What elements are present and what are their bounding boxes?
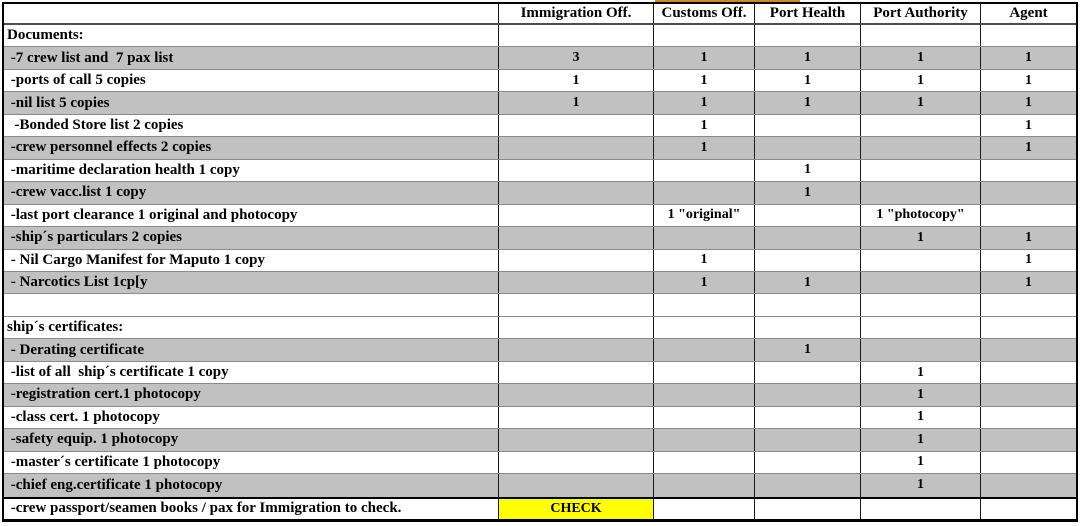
count-cell <box>499 115 654 136</box>
count-cell <box>755 499 861 519</box>
count-cell <box>654 384 755 405</box>
count-cell <box>861 250 981 271</box>
count-cell <box>654 499 755 519</box>
table-row <box>4 317 1076 339</box>
count-cell: 1 <box>654 70 755 91</box>
doc-label-cell: - Nil Cargo Manifest for Maputo 1 copy <box>4 250 499 271</box>
count-cell: 1 <box>1025 229 1032 245</box>
doc-label-cell: - Narcotics List 1cp[y <box>4 272 499 293</box>
header-port-authority: Port Authority <box>861 4 981 23</box>
count-cell <box>981 384 1076 405</box>
count-cell: 1 <box>1025 95 1032 111</box>
table-row <box>4 272 1076 294</box>
count-cell <box>755 317 861 338</box>
count-cell: 1 <box>755 70 861 91</box>
count-cell: 1 <box>861 362 981 383</box>
count-cell <box>654 317 755 338</box>
table-row <box>4 429 1076 451</box>
count-cell <box>981 160 1076 181</box>
count-cell <box>981 25 1076 46</box>
table-row <box>4 182 1076 204</box>
count-cell: 1 <box>1025 50 1032 66</box>
count-cell: 1 <box>654 137 755 158</box>
count-cell: 1 <box>499 92 654 113</box>
count-cell <box>861 272 981 293</box>
count-cell <box>499 227 654 248</box>
table-row <box>4 137 1076 159</box>
doc-label-cell: -nil list 5 copies <box>4 92 499 113</box>
doc-label-cell <box>4 294 499 315</box>
count-cell: 1 <box>1025 274 1032 290</box>
count-cell: 1 "photocopy" <box>861 205 981 226</box>
count-cell <box>654 339 755 360</box>
count-cell <box>861 115 981 136</box>
count-cell <box>981 205 1076 226</box>
count-cell <box>755 137 861 158</box>
doc-label-cell: -crew personnel effects 2 copies <box>4 137 499 158</box>
doc-label-cell: -safety equip. 1 photocopy <box>4 429 499 450</box>
count-cell <box>499 25 654 46</box>
count-cell: 1 <box>755 182 861 203</box>
count-cell <box>755 250 861 271</box>
doc-label-cell: -last port clearance 1 original and photocopy <box>4 205 499 226</box>
count-cell <box>981 317 1076 338</box>
doc-label-cell: -crew vacc.list 1 copy <box>4 182 499 203</box>
count-cell: 1 <box>755 272 861 293</box>
count-cell <box>499 317 654 338</box>
count-cell: 1 <box>861 429 981 450</box>
count-cell <box>499 362 654 383</box>
count-cell <box>861 182 981 203</box>
table-row <box>4 474 1076 496</box>
count-cell: 1 <box>861 227 981 248</box>
doc-label-cell: ship´s certificates: <box>4 317 499 338</box>
count-cell <box>654 182 755 203</box>
count-cell: 1 "original" <box>654 205 755 226</box>
count-cell: 1 <box>861 70 981 91</box>
table-row <box>4 25 1076 47</box>
count-cell: 1 <box>654 47 755 68</box>
count-cell: 1 <box>861 452 981 473</box>
count-cell <box>755 429 861 450</box>
count-cell <box>499 384 654 405</box>
count-cell <box>755 25 861 46</box>
count-cell <box>654 294 755 315</box>
count-cell <box>499 452 654 473</box>
count-cell: 1 <box>861 407 981 428</box>
count-cell <box>755 384 861 405</box>
count-cell <box>499 339 654 360</box>
table-row <box>4 384 1076 406</box>
table-row <box>4 294 1076 316</box>
header-port-health: Port Health <box>755 4 861 23</box>
doc-label-cell: -ship´s particulars 2 copies <box>4 227 499 248</box>
count-cell: 1 <box>654 250 755 271</box>
doc-label-cell: -master´s certificate 1 photocopy <box>4 452 499 473</box>
doc-label-cell: -ports of call 5 copies <box>4 70 499 91</box>
table-row <box>4 70 1076 92</box>
count-cell <box>654 452 755 473</box>
count-cell <box>755 227 861 248</box>
count-cell <box>981 429 1076 450</box>
doc-label-cell: -list of all ship´s certificate 1 copy <box>4 362 499 383</box>
doc-label-cell: -7 crew list and 7 pax list <box>4 47 499 68</box>
doc-label-cell: Documents: <box>4 25 499 46</box>
count-cell: 1 <box>755 92 861 113</box>
count-cell <box>861 160 981 181</box>
count-cell <box>981 294 1076 315</box>
count-cell: 1 <box>861 47 981 68</box>
doc-label-cell: - Derating certificate <box>4 339 499 360</box>
check-cell: CHECK <box>499 499 654 519</box>
count-cell: 1 <box>755 47 861 68</box>
count-cell <box>755 474 861 496</box>
table-row <box>4 250 1076 272</box>
doc-label-cell: -maritime declaration health 1 copy <box>4 160 499 181</box>
count-cell: 1 <box>1025 72 1032 88</box>
header-row <box>4 4 1076 25</box>
doc-label-cell: -chief eng.certificate 1 photocopy <box>4 474 499 496</box>
count-cell: 3 <box>499 47 654 68</box>
table-row <box>4 407 1076 429</box>
table-row <box>4 205 1076 227</box>
doc-label-cell: -Bonded Store list 2 copies <box>4 115 499 136</box>
count-cell <box>755 115 861 136</box>
count-cell <box>755 205 861 226</box>
count-cell <box>654 429 755 450</box>
count-cell <box>499 429 654 450</box>
count-cell: 1 <box>755 160 861 181</box>
count-cell: 1 <box>654 92 755 113</box>
count-cell: 1 <box>1025 139 1032 155</box>
count-cell <box>981 452 1076 473</box>
count-cell <box>499 205 654 226</box>
port-clearance-documents-table <box>2 2 1078 522</box>
table-row <box>4 47 1076 69</box>
table-grid <box>4 4 1076 519</box>
count-cell <box>981 362 1076 383</box>
count-cell <box>499 294 654 315</box>
count-cell <box>861 25 981 46</box>
count-cell <box>499 182 654 203</box>
table-row <box>4 227 1076 249</box>
doc-label-cell: -registration cert.1 photocopy <box>4 384 499 405</box>
count-cell <box>755 407 861 428</box>
table-row <box>4 160 1076 182</box>
count-cell <box>499 137 654 158</box>
count-cell <box>981 499 1076 519</box>
table-row <box>4 452 1076 474</box>
count-cell <box>499 250 654 271</box>
count-cell <box>981 339 1076 360</box>
count-cell <box>499 160 654 181</box>
count-cell <box>755 452 861 473</box>
table-row <box>4 92 1076 114</box>
count-cell <box>861 317 981 338</box>
count-cell: 1 <box>1025 117 1032 133</box>
count-cell <box>654 227 755 248</box>
table-row <box>4 362 1076 384</box>
count-cell <box>755 362 861 383</box>
header-immigration-off: Immigration Off. <box>499 4 654 23</box>
count-cell: 1 <box>499 70 654 91</box>
count-cell <box>755 294 861 315</box>
count-cell <box>861 339 981 360</box>
count-cell <box>861 137 981 158</box>
header-customs-off: Customs Off. <box>654 4 755 23</box>
count-cell <box>499 272 654 293</box>
count-cell <box>981 474 1076 496</box>
count-cell <box>499 407 654 428</box>
count-cell <box>654 474 755 496</box>
count-cell: 1 <box>861 92 981 113</box>
count-cell: 1 <box>861 474 981 496</box>
count-cell: 1 <box>654 115 755 136</box>
count-cell <box>981 182 1076 203</box>
doc-label-cell: -crew passport/seamen books / pax for Immigration to check. <box>4 499 499 519</box>
accent-strip <box>655 0 800 2</box>
count-cell: 1 <box>1025 252 1032 268</box>
count-cell <box>861 499 981 519</box>
count-cell <box>654 362 755 383</box>
count-cell: 1 <box>654 272 755 293</box>
doc-label-cell: -class cert. 1 photocopy <box>4 407 499 428</box>
count-cell <box>654 160 755 181</box>
header-agent: Agent <box>1009 5 1048 21</box>
count-cell: 1 <box>755 339 861 360</box>
table-row <box>4 115 1076 137</box>
header-documents-column <box>4 4 499 23</box>
count-cell <box>861 294 981 315</box>
count-cell <box>654 25 755 46</box>
count-cell: 1 <box>861 384 981 405</box>
table-row <box>4 497 1076 519</box>
count-cell <box>981 407 1076 428</box>
count-cell <box>654 407 755 428</box>
count-cell <box>499 474 654 496</box>
table-row <box>4 339 1076 361</box>
